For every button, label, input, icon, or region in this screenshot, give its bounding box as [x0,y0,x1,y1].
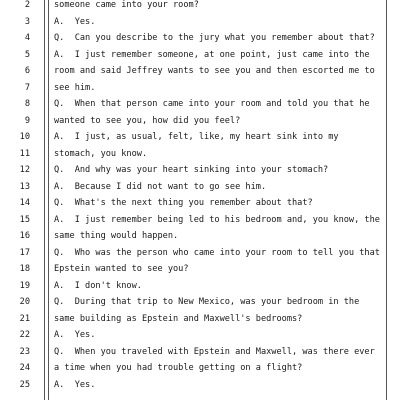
transcript-line [0,311,400,328]
line-text: A. I just, as usual, felt, like, my heart sink into my [54,132,339,142]
transcript-line [0,14,400,31]
transcript-line [0,47,400,64]
line-text: A. Yes. [54,16,96,27]
line-text: stomach, you know. [54,148,148,159]
transcript-line [0,179,400,196]
transcript-line [0,344,400,361]
line-text: Q. When you traveled with Epstein and Maxwell, was there ever [54,346,375,357]
line-number: 10 [19,132,30,142]
line-text: A. I just remember someone, at one point, just came into the [54,49,370,60]
line-number: 14 [19,198,30,208]
line-number: 12 [19,165,30,175]
line-text: a time when you had trouble getting on a flight? [54,363,303,373]
line-number: 20 [19,297,30,307]
line-number: 13 [19,181,30,192]
transcript-line [0,377,400,394]
line-text: Epstein wanted to see you? [54,264,189,274]
line-text: A. I just remember being led to his bedroom and, you know, the [54,214,380,225]
line-number: 2 [24,0,30,10]
line-number: 4 [24,33,30,43]
line-number: 15 [19,214,30,225]
line-text: Q. During that trip to New Mexico, was your bedroom in the [54,297,360,307]
transcript-line [0,80,400,97]
transcript-line [0,96,400,113]
line-text: wanted to see you, how did you feel? [54,115,241,126]
transcript-line [0,63,400,80]
line-number: 21 [19,313,30,324]
line-number: 22 [19,330,30,340]
line-text: Q. Who was the person who came into your room to tell you that [54,247,380,258]
line-text: same thing would happen. [54,231,179,241]
transcript-line [0,162,400,179]
line-number: 25 [19,379,30,390]
line-text: A. Yes. [54,330,96,340]
line-number: 3 [24,16,30,27]
transcript-line [0,245,400,262]
transcript-line [0,294,400,311]
line-number: 18 [19,264,30,274]
transcript-line [0,360,400,377]
line-text: same building as Epstein and Maxwell's bedrooms? [54,313,303,324]
transcript-line [0,327,400,344]
transcript-line [0,129,400,146]
transcript-line [0,146,400,163]
line-text: Q. Can you describe to the jury what you remember about that? [54,33,375,43]
line-number: 8 [24,99,30,109]
transcript-line [0,113,400,130]
line-text: Q. What's the next thing you remember about that? [54,198,313,208]
line-text: room and said Jeffrey wants to see you and then escorted me to [54,66,375,76]
line-number: 5 [24,49,30,60]
line-number: 23 [19,346,30,357]
transcript-line [0,212,400,229]
line-text: A. I don't know. [54,280,142,291]
line-text: A. Because I did not want to go see him. [54,181,267,192]
transcript-line [0,228,400,245]
line-number: 6 [24,66,30,76]
transcript-line [0,261,400,278]
line-number: 17 [19,247,30,258]
line-number: 19 [19,280,30,291]
transcript-line [0,278,400,295]
line-text: Q. When that person came into your room and told you that he [54,99,370,109]
line-number: 9 [24,115,30,126]
line-text: someone came into your room? [54,0,199,10]
transcript-line [0,0,400,14]
transcript-line [0,30,400,47]
line-text: see him. [54,82,96,93]
line-text: A. Yes. [54,379,96,390]
line-number: 7 [24,82,30,93]
transcript-line [0,195,400,212]
line-text: Q. And why was your heart sinking into your stomach? [54,165,329,175]
line-number: 16 [19,231,30,241]
line-number: 24 [19,363,30,373]
line-number: 11 [19,148,30,159]
